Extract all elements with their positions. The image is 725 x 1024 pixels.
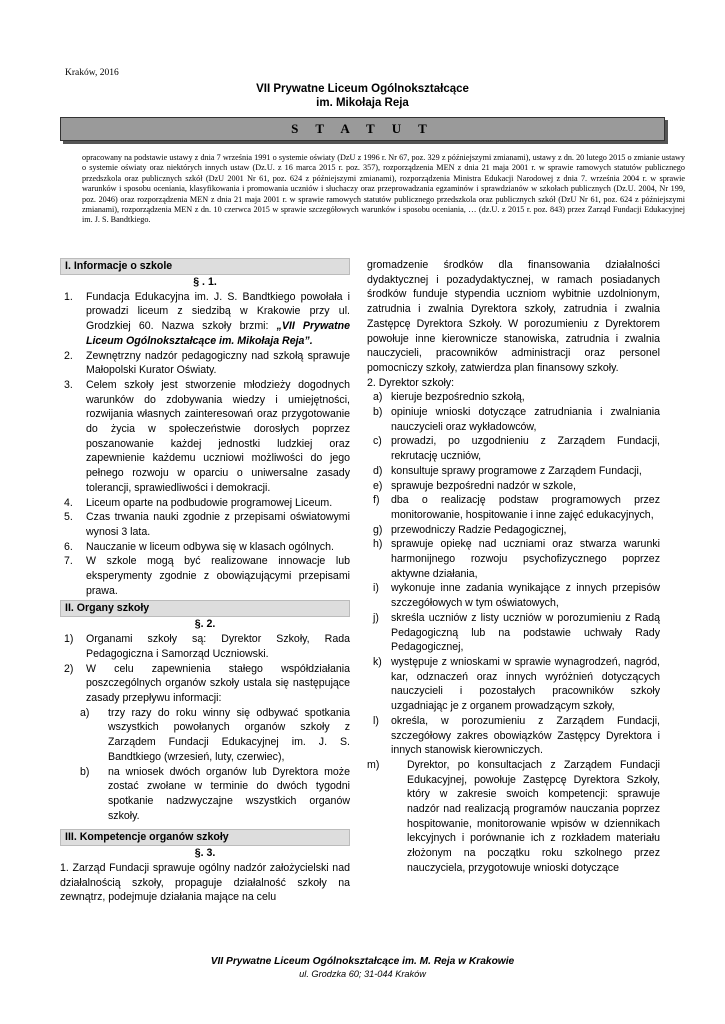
item-text: na wniosek dwóch organów lub Dyrektora może zostać zwołane w terminie do dwóch tygodni spotkanie nadzwyczajne wszystkich organów szkoły. [108,765,350,822]
list-item [367,655,660,714]
list-item [367,581,660,610]
section1-list [60,290,350,599]
item-number: a) [373,391,383,404]
item-text: trzy razy do roku winny się odbywać spotkania wszystkich powołanych organów szkoły z Zarządem Fundacji Edukacyjnej im. J. S. Bandtkiego (wrzesień, luty, czerwiec), [108,706,350,763]
list-item [60,290,350,349]
item-text: sprawuje opiekę nad uczniami oraz stwarza warunki harmonijnego rozwoju psychofizycznego poprzez aktywne działania, [391,538,660,580]
section2-sublist [60,706,350,824]
item-number: g) [373,523,383,536]
item-number: d) [373,464,383,477]
item-number: l) [373,714,379,727]
list-item [60,706,350,765]
item-text: opiniuje wnioski dotyczące zatrudniania i zwalniania nauczycieli oraz wykładowców, [391,406,660,433]
item-number: 1. [64,290,73,303]
item-text: Czas trwania nauki zgodnie z przepisami oświatowymi wynosi 3 lata. [86,511,350,538]
list-item [60,496,350,511]
page-footer [0,955,725,981]
list-item [60,349,350,378]
item-text: sprawuje bezpośredni nadzór w szkole, [391,479,576,492]
item-number: h) [373,538,383,551]
list-item [60,765,350,824]
section3-text: 1. Zarząd Fundacji sprawuje ogólny nadzór założycielski nad działalnością szkoły, propaguje działalność szkoły na zewnątrz, podejmuje działania mające na celu [60,862,350,904]
list-item [367,537,660,581]
paragraph-mark-1: § . 1. [193,276,217,288]
item-number: e) [373,479,383,492]
section2-list [60,632,350,706]
item-number: c) [373,435,382,448]
item-number: k) [373,655,382,668]
list-item [60,540,350,555]
school-title [0,82,725,110]
item-text: W szkole mogą być realizowane innowacje lub eksperymenty zgodnie z obowiązującymi przepisami prawa. [86,555,350,597]
item-text: kieruje bezpośrednio szkołą, [391,391,525,404]
list-item [367,714,660,758]
place-date: Kraków, 2016 [65,68,119,78]
item-text: prowadzi, po uzgodnieniu z Zarządem Fundacji, rekrutację uczniów, [391,435,660,463]
item-text: określa, w porozumieniu z Zarządem Fundacji, szczegółowy zakres obowiązków Zastępcy Dyrektora i innych stanowisk kierowniczych. [391,714,660,757]
item-text: Liceum oparte na podbudowie programowej Liceum. [86,496,333,509]
list-item [367,493,660,522]
item-text: Fundacja Edukacyjna im. J. S. Bandtkiego powołała i prowadzi liceum z siedzibą w Krakowie przy ul. Grodzkiej 60. Nazwa szkoły brzmi: „VII Prywatne Liceum Ogólnokształcące im. Mikołaja Reja”. [86,290,351,347]
item-text: Organami szkoły są: Dyrektor Szkoły, Rada Pedagogiczna i Samorząd Uczniowski. [86,633,350,660]
director-duties-list [367,390,660,875]
list-item [367,479,660,494]
item-number: j) [373,611,379,624]
item-number: 5. [64,511,73,524]
list-item [60,662,350,706]
item-number: 2. [64,349,73,362]
list-item [60,378,350,496]
left-column [60,258,350,905]
footer-address: ul. Grodzka 60; 31-044 Kraków [299,969,426,979]
item-number: a) [80,706,90,719]
paragraph-mark-2: §. 2. [194,618,216,631]
item-number: 2) [64,662,74,675]
section-heading-1: I. Informacje o szkole [60,258,350,275]
item-number: m) [367,758,380,771]
item-text: występuje z wnioskami w sprawie wynagrodzeń, nagród, kar, odznaczeń oraz innych wyróżnień dotyczących nauczycieli i pozostałych pracowników szkoły uzgadniając je z organem prowadzącym szkoły, [391,655,660,713]
item-text: Nauczanie w liceum odbywa się w klasach ogólnych. [86,540,334,553]
school-name: VII Prywatne Liceum Ogólnokształcące [256,83,469,95]
item-text: Dyrektor, po konsultacjach z Zarządem Fundacji Edukacyjnej, powołuje Zastępcę Dyrektora Szkoły, który w zakresie swoich kompetencji: sprawuje nadzór nad realizacją programów nauczania poprzez hospitowanie, monitorowanie wpisów w dziennikach lekcyjnych i porównanie ich z rozkładem materiału złożonym na początku roku szkolnego przez nauczyciela, przygotowuje wnioski dotyczące [407,758,660,874]
item-number: 4. [64,496,73,509]
item-text: przewodniczy Radzie Pedagogicznej, [391,523,567,536]
director-intro: 2. Dyrektor szkoły: [367,376,455,389]
item-number: i) [373,582,379,595]
item-number: 1) [64,633,74,646]
item-text: skreśla uczniów z listy uczniów w porozumieniu z Radą Pedagogiczną lub na podstawie uchwały Rady Pedagogicznej, [391,611,660,654]
list-item [60,510,350,539]
continued-text: gromadzenie środków dla finansowania działalności dydaktycznej i pozadydaktycznej, w ramach posiadanych środków funduje stypendia uczniom wybitnie uzdolnionym, zatrudnia i zwalnia Dyrektora szkoły, zatrudnia i zwalnia Zastępcę Dyrektora Szkoły. W porozumieniu z Dyrektorem powołuje inne kierownicze stanowiska, zatrudnia i zwalnia nauczycieli, pracowników administracji oraz personel pomocniczy szkoły, zatwierdza plan finansowy szkoły. [367,259,660,374]
school-patron: im. Mikołaja Reja [316,97,409,109]
list-item [367,434,660,463]
list-item [60,554,350,598]
item-number: 7. [64,555,73,568]
item-text: Celem szkoły jest stworzenie młodzieży dogodnych warunków do zdobywania wiedzy i umiejętności, rozwijania własnych zainteresowań oraz przygotowanie do życia w społeczeństwie dorosłych poprzez poszanowanie każdej jednostki ludzkiej oraz zapewnienie każdemu uczniowi możliwości do jego pełnego rozwoju w oparciu o uniwersalne zasady tolerancji, sprawiedliwości i demokracji. [86,378,350,494]
list-item [367,464,660,479]
paragraph-mark-3: §. 3. [194,847,216,860]
list-item [367,523,660,538]
item-text: W celu zapewnienia stałego współdziałania poszczególnych organów szkoły ustala się następujące zasady przepływu informacji: [86,662,350,704]
statut-banner: S T A T U T [60,117,665,141]
item-text: konsultuje sprawy programowe z Zarządem Fundacji, [391,464,642,477]
list-item [367,390,660,405]
item-number: b) [373,406,383,419]
footer-school: VII Prywatne Liceum Ogólnokształcące im. M. Reja w Krakowie [210,956,515,967]
section-heading-3: III. Kompetencje organów szkoły [60,829,350,846]
list-item [367,611,660,655]
item-text: dba o realizację podstaw programowych przez monitorowanie, hospitowanie i inne zajęć edukacyjnych, [391,494,660,521]
list-item [367,758,660,876]
list-item [367,405,660,434]
item-number: f) [373,494,380,507]
item-text: wykonuje inne zadania wynikające z innych przepisów szczegółowych w tym oświatowych, [391,582,660,610]
school-name-emphasis: „VII Prywatne Liceum Ogólnokształcące im. Mikołaja Reja”. [86,320,351,347]
item-number: b) [80,765,90,778]
preamble: opracowany na podstawie ustawy z dnia 7 września 1991 o systemie oświaty (DzU z 1996 r. Nr 67, poz. 329 z późniejszymi zmianami), ustawy z dn. 20 lutego 2015 o zmianie ustawy o systemie oświaty oraz niektórych innych ustaw (Dz.U. z 16 marca 2015 r. poz. 357), rozporządzenia MEN z dnia 21 maja 2001 r. w sprawie ramowych statutów publicznego przedszkola oraz publicznych szkół (DzU 2001 Nr 61, poz. 624 z późniejszymi zmianami), rozporządzenia Ministra Edukacji Narodowej z dnia 7. września 2004 r. w sprawie warunków i sposobu oceniania, klasyfikowania i promowania uczniów i słuchaczy oraz przeprowadzania egzaminów i sprawdzianów w szkołach publicznych (Dz.U. 2004, Nr 199, poz. 2046) oraz rozporządzenia MEN z dnia 21 maja 2001 r. w sprawie ramowych statutów publicznego przedszkola oraz publicznych szkół (DzU Nr 61, poz. 624 z późniejszymi zmianami), rozporządzenia MEN z dn. 10 czerwca 2015 w sprawie szczegółowych warunków i sposobu oceniania, … (dz.U. z 2015 r. poz. 843) przez Zarząd Fundacji Edukacyjnej im. J. S. Bandtkiego. [82,153,685,225]
right-column [367,258,660,876]
list-item [60,632,350,661]
section-heading-2: II. Organy szkoły [60,600,350,617]
item-number: 6. [64,540,73,553]
item-text: Zewnętrzny nadzór pedagogiczny nad szkołą sprawuje Małopolski Kurator Oświaty. [86,349,350,377]
item-number: 3. [64,378,73,391]
